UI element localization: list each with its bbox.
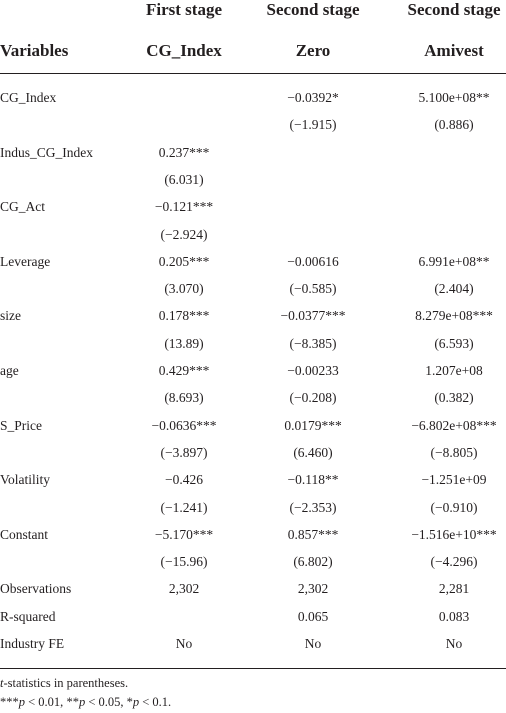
table-cell: −0.0636***	[151, 417, 217, 433]
table-cell: (13.89)	[164, 335, 204, 351]
table-cell: 2,281	[438, 581, 470, 597]
table-cell: −6.802e+08***	[411, 417, 497, 433]
note-tstat: t-statistics in parentheses.	[0, 676, 129, 690]
tstat-row	[0, 223, 506, 250]
row-label: Constant	[0, 526, 49, 542]
coef-row	[0, 414, 506, 441]
coef-row	[0, 195, 506, 222]
note-significance: ***p < 0.01, **p < 0.05, *p < 0.1.	[0, 695, 172, 709]
tstat-row	[0, 113, 506, 140]
table-cell: −0.00616	[287, 253, 339, 269]
table-cell: 0.0179***	[284, 417, 342, 433]
table-cell: (6.031)	[164, 171, 204, 187]
column-header-cg-index: CG_Index	[146, 41, 222, 60]
table-cell: 6.991e+08**	[418, 253, 490, 269]
row-label: CG_Act	[0, 199, 45, 215]
row-label: Indus_CG_Index	[0, 144, 93, 160]
row-label: Volatility	[0, 472, 51, 488]
row-label: size	[0, 308, 21, 324]
table-cell: 0.083	[438, 608, 470, 624]
coef-row	[0, 250, 506, 277]
table-cell: 0.429***	[158, 363, 210, 378]
table-cell: No	[175, 636, 193, 651]
table-cell: −0.121***	[154, 199, 214, 215]
table-cell: (−1.241)	[160, 499, 208, 515]
table-cell: (−0.910)	[430, 499, 478, 515]
tstat-row	[0, 277, 506, 304]
table-cell: 0.857***	[287, 526, 339, 542]
stat-row	[0, 632, 506, 659]
row-label: Leverage	[0, 253, 51, 269]
stage-label-1: First stage	[145, 0, 223, 19]
table-cell: (6.802)	[293, 554, 333, 570]
table-cell: (−1.915)	[289, 117, 337, 133]
table-cell: 2,302	[297, 581, 329, 597]
table-cell: (2.404)	[434, 281, 474, 297]
tstat-row	[0, 550, 506, 577]
table-cell: 2,302	[168, 581, 200, 597]
coef-row	[0, 359, 506, 386]
table-cell: 0.205***	[158, 253, 210, 269]
table-cell: 0.237***	[158, 144, 210, 160]
table-cell: 1.207e+08	[425, 363, 483, 378]
coef-row	[0, 468, 506, 495]
row-label: CG_Index	[0, 90, 57, 105]
column-header-zero: Zero	[295, 41, 331, 60]
table-cell: (0.382)	[434, 390, 474, 406]
table-cell: (−2.353)	[289, 499, 337, 515]
table-cell: (6.460)	[293, 444, 333, 460]
table-cell: −0.00233	[287, 363, 339, 378]
table-cell: (−0.208)	[289, 390, 337, 406]
coef-row	[0, 523, 506, 550]
row-label: age	[0, 363, 19, 378]
table-cell: −1.251e+09	[421, 472, 487, 488]
stat-row	[0, 577, 506, 604]
tstat-row	[0, 386, 506, 413]
table-cell: (−2.924)	[160, 226, 208, 242]
table-cell: (3.070)	[164, 281, 204, 297]
stat-row	[0, 605, 506, 632]
table-cell: 5.100e+08**	[418, 90, 490, 105]
table-cell: (−0.585)	[289, 281, 337, 297]
table-cell: 8.279e+08***	[415, 308, 493, 324]
table-cell: (−4.296)	[430, 554, 478, 570]
tstat-row	[0, 168, 506, 195]
bottom-rule	[0, 668, 506, 669]
coef-row	[0, 141, 506, 168]
row-label: Industry FE	[0, 636, 65, 651]
tstat-row	[0, 332, 506, 359]
header-rule	[0, 73, 506, 74]
row-label: R-squared	[0, 608, 56, 624]
table-cell: 0.178***	[158, 308, 210, 324]
table-cell: −1.516e+10***	[411, 526, 497, 542]
coef-row	[0, 86, 506, 113]
table-cell: −0.118**	[287, 472, 339, 488]
table-cell: (8.693)	[164, 390, 204, 406]
table-cell: 0.065	[297, 608, 329, 624]
table-cell: −0.0392*	[287, 90, 339, 105]
table-cell: (6.593)	[434, 335, 474, 351]
stage-label-3: Second stage	[407, 0, 501, 19]
table-cell: (0.886)	[434, 117, 474, 133]
table-cell: −0.426	[165, 472, 203, 488]
table-cell: (−8.385)	[289, 335, 337, 351]
tstat-row	[0, 496, 506, 523]
row-label: S_Price	[0, 417, 42, 433]
column-header-amivest: Amivest	[424, 41, 484, 60]
row-label: Observations	[0, 581, 72, 597]
coef-row	[0, 304, 506, 331]
table-cell: −0.0377***	[280, 308, 346, 324]
table-cell: No	[304, 636, 322, 651]
table-cell: −5.170***	[154, 526, 214, 542]
tstat-row	[0, 441, 506, 468]
table-cell: (−15.96)	[160, 554, 208, 570]
table-cell: (−3.897)	[160, 444, 208, 460]
variables-header: Variables	[0, 41, 69, 60]
table-cell: No	[445, 636, 463, 651]
table-cell: (−8.805)	[430, 444, 478, 460]
stage-label-2: Second stage	[266, 0, 360, 19]
